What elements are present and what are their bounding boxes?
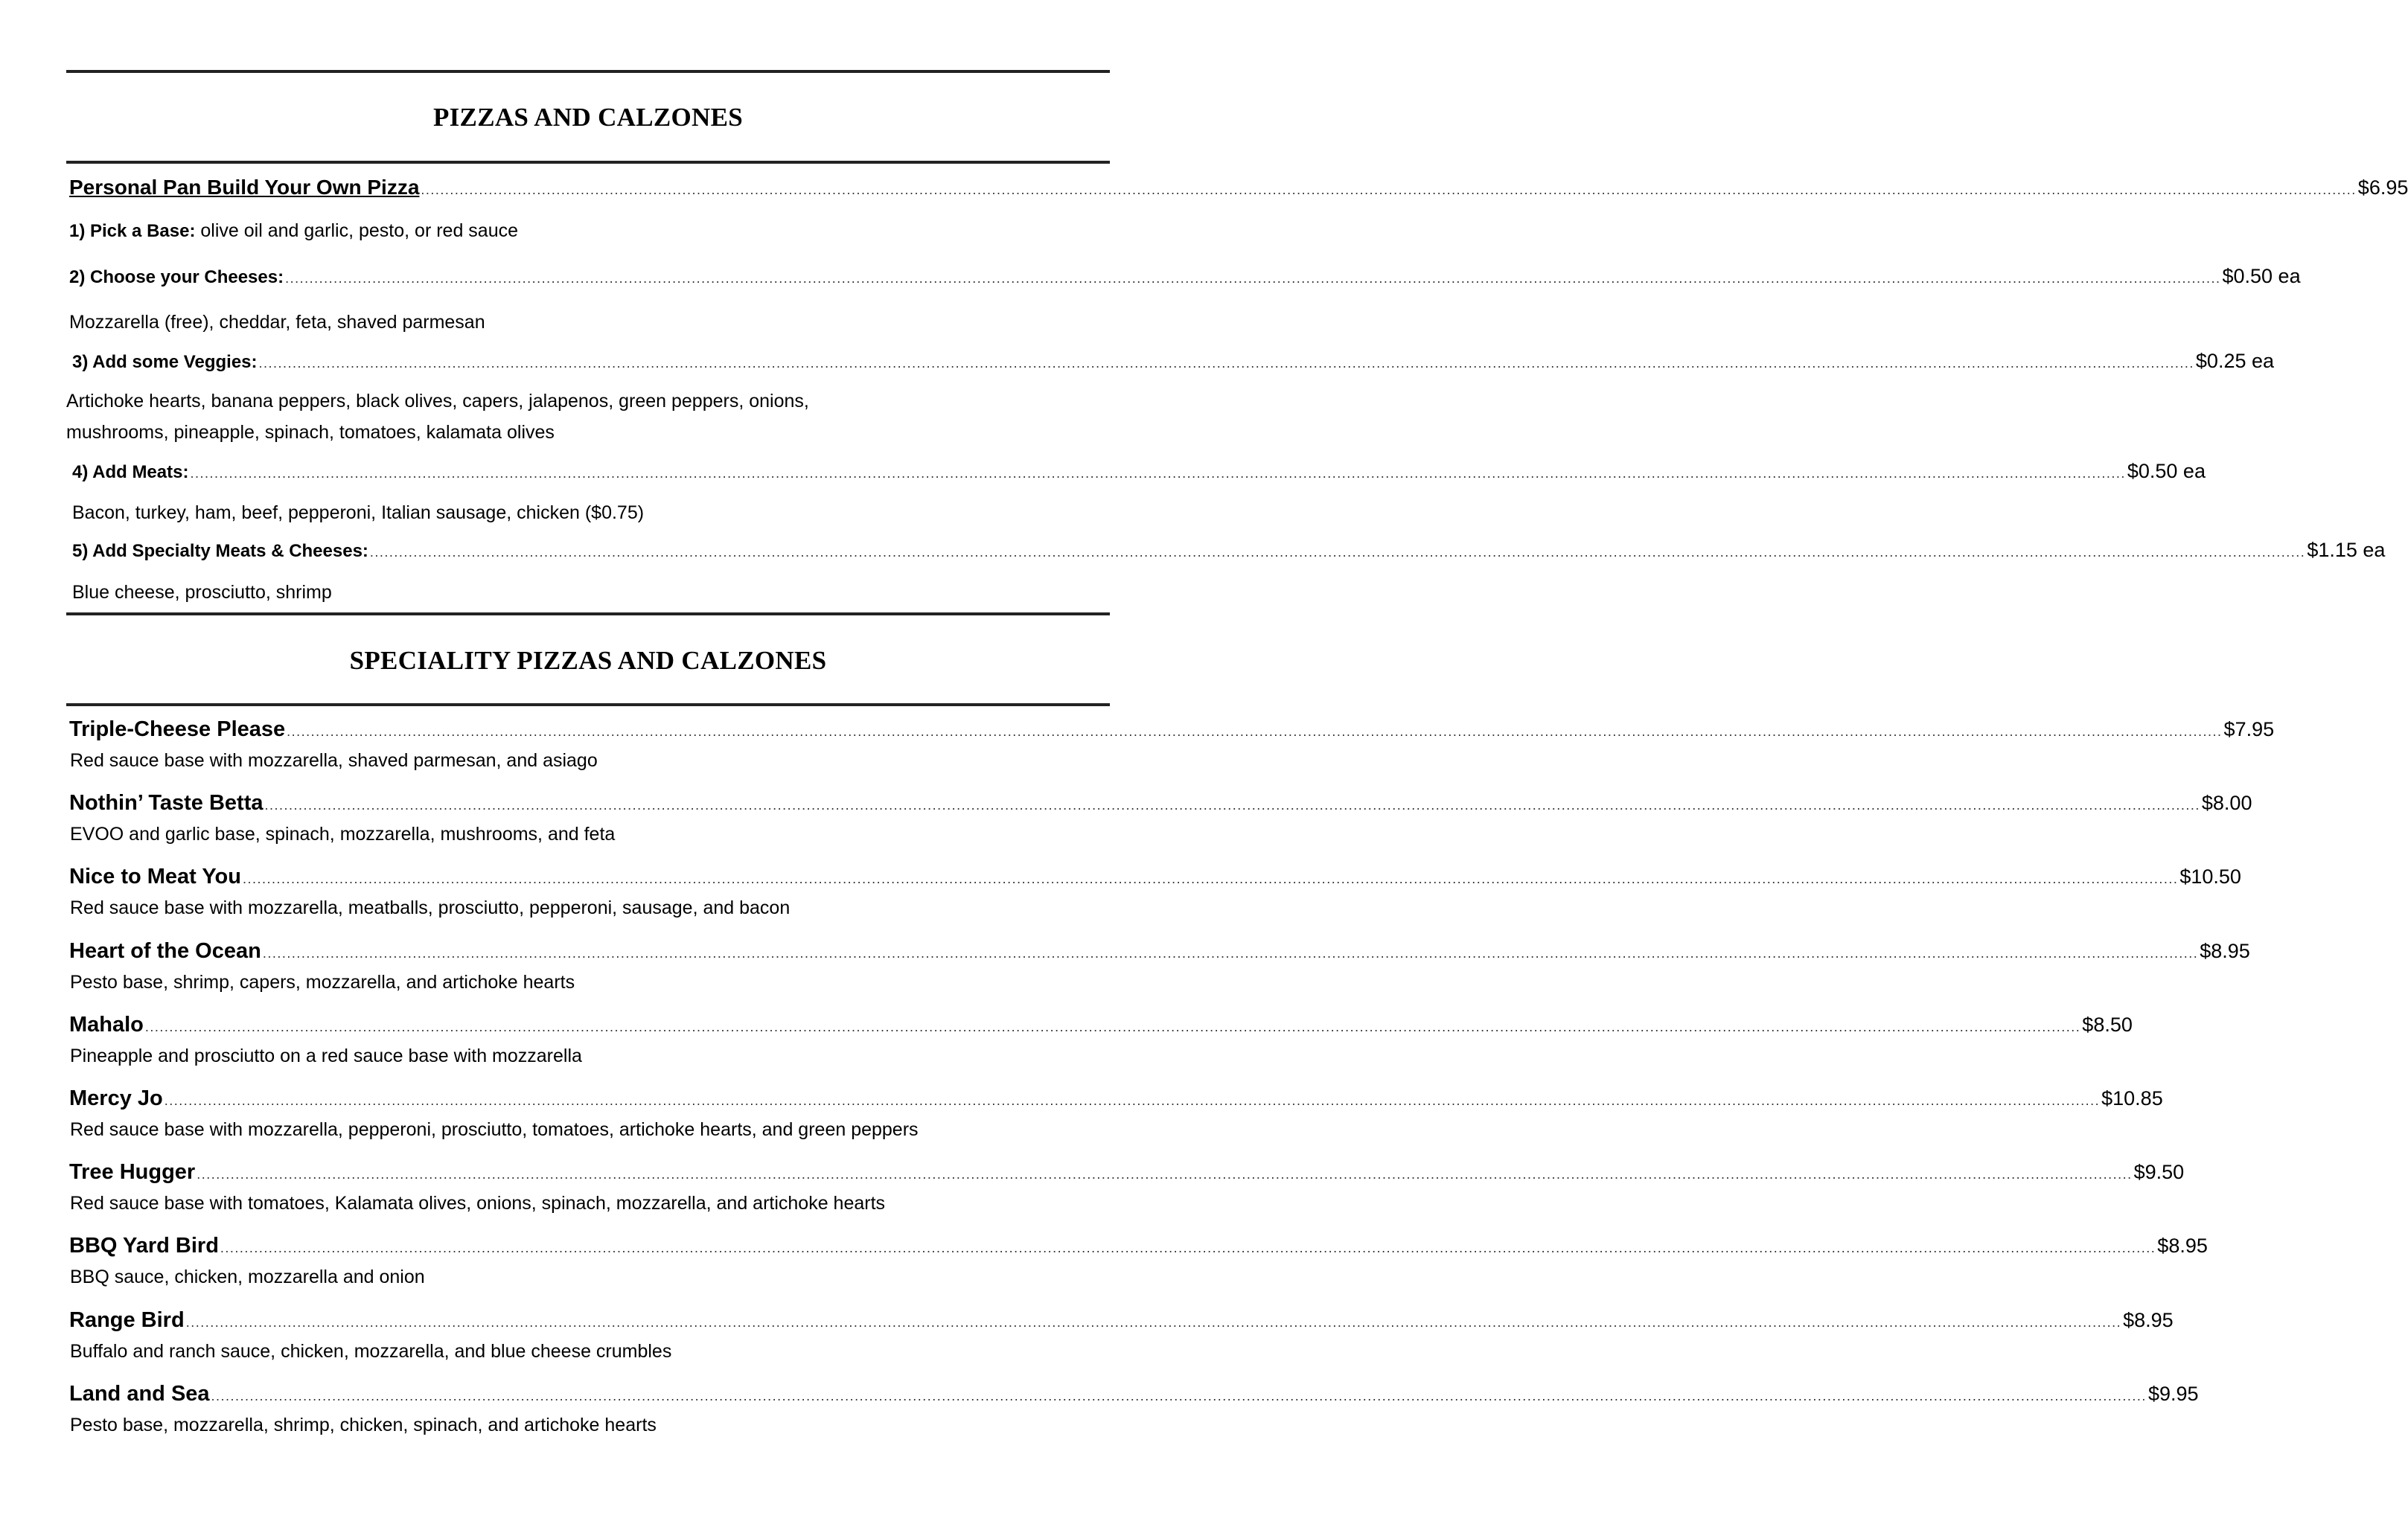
leader-dots: ................................................................................................................................................................................................................................................................................................................................................................................................................ — [211, 1389, 2147, 1403]
step-price: $0.25 ea — [2195, 350, 2275, 372]
item-description: Buffalo and ranch sauce, chicken, mozzarella, and blue cheese crumbles — [70, 1341, 672, 1362]
leader-dots: ................................................................................................................................................................................................................................................................................................................................................................................................................ — [164, 1093, 2101, 1108]
item-description: Red sauce base with mozzarella, pepperoni, prosciutto, tomatoes, artichoke hearts, and green peppers — [70, 1119, 919, 1140]
build-your-own-item — [69, 176, 2408, 199]
item-name: Personal Pan Build Your Own Pizza — [69, 176, 420, 199]
item-price: $10.85 — [2101, 1087, 2163, 1110]
leader-dots: ................................................................................................................................................................................................................................................................................................................................................................................................................ — [242, 871, 2179, 886]
menu-item — [69, 1308, 2174, 1333]
item-price: $8.95 — [2200, 940, 2250, 962]
leader-dots: ................................................................................................................................................................................................................................................................................................................................................................................................................ — [185, 1315, 2122, 1330]
menu-item — [69, 1382, 2199, 1406]
item-price: $8.95 — [2123, 1309, 2174, 1331]
leader-dots: ................................................................................................................................................................................................................................................................................................................................................................................................................ — [220, 1240, 2156, 1255]
item-description: Red sauce base with tomatoes, Kalamata olives, onions, spinach, mozzarella, and artichoke hearts — [70, 1193, 886, 1214]
leader-dots: ................................................................................................................................................................................................................................................................................................................................................................................................................ — [285, 271, 2221, 286]
menu-item — [69, 1013, 2133, 1037]
item-name: Nice to Meat You — [69, 865, 241, 889]
section-title-speciality: SPECIALITY PIZZAS AND CALZONES — [349, 646, 827, 675]
section-rule — [66, 161, 1110, 164]
item-price: $8.00 — [2201, 792, 2252, 814]
step-label: 2) Choose your Cheeses: — [69, 267, 284, 287]
step-label: 3) Add some Veggies: — [72, 352, 258, 372]
item-description: Red sauce base with mozzarella, meatballs, prosciutto, pepperoni, sausage, and bacon — [70, 897, 791, 918]
item-name: BBQ Yard Bird — [69, 1234, 219, 1258]
menu-item — [69, 1160, 2185, 1185]
item-name: Triple-Cheese Please — [69, 717, 286, 741]
leader-dots: ................................................................................................................................................................................................................................................................................................................................................................................................................ — [190, 466, 2126, 481]
leader-dots: ................................................................................................................................................................................................................................................................................................................................................................................................................ — [262, 946, 2199, 961]
section-rule — [66, 612, 1110, 615]
leader-dots: ................................................................................................................................................................................................................................................................................................................................................................................................................ — [264, 798, 2200, 813]
step-veggies — [72, 350, 2275, 373]
item-name: Mercy Jo — [69, 1086, 163, 1110]
step-label: 4) Add Meats: — [72, 462, 189, 482]
menu-item — [69, 791, 2252, 816]
leader-dots: ................................................................................................................................................................................................................................................................................................................................................................................................................ — [144, 1019, 2081, 1034]
leader-dots: ................................................................................................................................................................................................................................................................................................................................................................................................................ — [287, 724, 2223, 739]
step-pick-base — [69, 220, 518, 242]
item-description: Pesto base, shrimp, capers, mozzarella, and artichoke hearts — [70, 972, 575, 993]
step-price: $0.50 ea — [2127, 460, 2206, 482]
leader-dots: ................................................................................................................................................................................................................................................................................................................................................................................................................ — [258, 356, 2194, 371]
item-description: Pesto base, mozzarella, shrimp, chicken, spinach, and artichoke hearts — [70, 1415, 657, 1435]
step-label: 1) Pick a Base: — [69, 221, 196, 241]
item-name: Mahalo — [69, 1013, 144, 1037]
menu-item — [69, 1234, 2208, 1258]
veggie-options-line1: Artichoke hearts, banana peppers, black olives, capers, jalapenos, green peppers, onions, — [66, 391, 809, 412]
item-price: $6.95 — [2357, 176, 2408, 199]
step-meats — [72, 460, 2206, 483]
item-name: Tree Hugger — [69, 1160, 196, 1184]
item-description: Pineapple and prosciutto on a red sauce base with mozzarella — [70, 1046, 582, 1066]
leader-dots: ................................................................................................................................................................................................................................................................................................................................................................................................................ — [421, 182, 2357, 197]
item-price: $9.95 — [2147, 1383, 2199, 1405]
item-description: BBQ sauce, chicken, mozzarella and onion — [70, 1267, 425, 1287]
item-name: Land and Sea — [69, 1382, 210, 1406]
section-title-pizzas: PIZZAS AND CALZONES — [432, 103, 744, 132]
item-description: EVOO and garlic base, spinach, mozzarella, mushrooms, and feta — [70, 824, 616, 845]
step-label: 5) Add Specialty Meats & Cheeses: — [72, 541, 368, 561]
item-price: $9.50 — [2133, 1161, 2185, 1183]
specialty-options: Blue cheese, prosciutto, shrimp — [72, 582, 332, 603]
item-price: $10.50 — [2179, 865, 2241, 888]
item-price: $8.50 — [2082, 1014, 2133, 1036]
step-price: $0.50 ea — [2222, 265, 2301, 287]
meat-options: Bacon, turkey, ham, beef, pepperoni, Italian sausage, chicken ($0.75) — [72, 502, 645, 523]
item-price: $8.95 — [2157, 1235, 2208, 1257]
menu-item — [69, 939, 2250, 964]
top-rule — [66, 70, 1110, 73]
menu-item — [69, 1086, 2163, 1111]
item-name: Range Bird — [69, 1308, 185, 1332]
step-text: olive oil and garlic, pesto, or red sauce — [195, 220, 519, 241]
step-specialty — [72, 539, 2386, 562]
step-cheeses — [69, 265, 2301, 288]
leader-dots: ................................................................................................................................................................................................................................................................................................................................................................................................................ — [369, 545, 2306, 560]
veggie-options-line2: mushrooms, pineapple, spinach, tomatoes, kalamata olives — [66, 422, 555, 443]
item-name: Nothin’ Taste Betta — [69, 791, 264, 815]
item-description: Red sauce base with mozzarella, shaved parmesan, and asiago — [70, 750, 598, 771]
leader-dots: ................................................................................................................................................................................................................................................................................................................................................................................................................ — [197, 1167, 2133, 1182]
menu-item — [69, 865, 2241, 889]
section-rule — [66, 703, 1110, 706]
item-price: $7.95 — [2223, 718, 2275, 740]
step-price: $1.15 ea — [2307, 539, 2386, 561]
menu-item — [69, 717, 2275, 742]
item-name: Heart of the Ocean — [69, 939, 261, 963]
cheese-options: Mozzarella (free), cheddar, feta, shaved parmesan — [69, 312, 485, 333]
